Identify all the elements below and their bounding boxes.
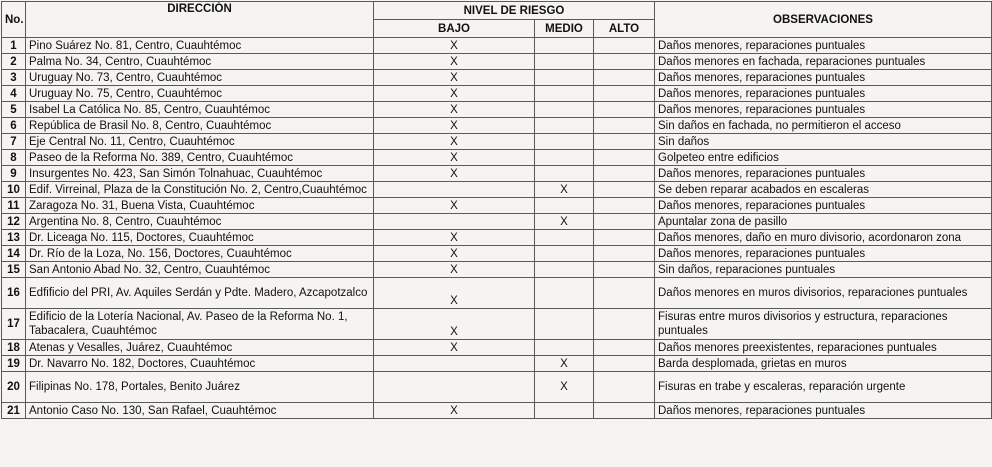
table-row xyxy=(2,246,992,262)
observation-cell: Daños menores, reparaciones puntuales xyxy=(655,70,992,86)
table-row xyxy=(2,182,992,198)
risk-medio-cell xyxy=(535,86,594,102)
risk-table xyxy=(1,1,992,419)
address-cell: Edificio de la Lotería Nacional, Av. Paseo de la Reforma No. 1, Tabacalera, Cuauhtémoc xyxy=(26,309,374,340)
risk-medio-cell xyxy=(535,278,594,309)
address-cell: Argentina No. 8, Centro, Cuauhtémoc xyxy=(26,214,374,230)
risk-bajo-cell: X xyxy=(374,403,535,419)
observation-cell: Sin daños en fachada, no permitieron el acceso xyxy=(655,118,992,134)
row-number: 5 xyxy=(2,102,26,118)
address-cell: Paseo de la Reforma No. 389, Centro, Cuauhtémoc xyxy=(26,150,374,166)
risk-medio-cell xyxy=(535,102,594,118)
address-cell: Filipinas No. 178, Portales, Benito Juárez xyxy=(26,372,374,403)
header-bajo: BAJO xyxy=(374,20,535,38)
address-cell: Edif. Virreinal, Plaza de la Constitución No. 2, Centro,Cuauhtémoc xyxy=(26,182,374,198)
address-cell: Eje Central No. 11, Centro, Cuauhtémoc xyxy=(26,134,374,150)
table-row xyxy=(2,166,992,182)
address-cell: Antonio Caso No. 130, San Rafael, Cuauhtémoc xyxy=(26,403,374,419)
header-observaciones: OBSERVACIONES xyxy=(655,2,992,38)
risk-medio-cell: X xyxy=(535,182,594,198)
risk-bajo-cell: X xyxy=(374,309,535,340)
observation-cell: Daños menores en muros divisorios, reparaciones puntuales xyxy=(655,278,992,309)
table-row xyxy=(2,54,992,70)
table-row xyxy=(2,38,992,54)
risk-bajo-cell: X xyxy=(374,198,535,214)
risk-bajo-cell xyxy=(374,372,535,403)
risk-alto-cell xyxy=(594,309,655,340)
observation-cell: Daños menores, reparaciones puntuales xyxy=(655,38,992,54)
risk-alto-cell xyxy=(594,340,655,356)
risk-alto-cell xyxy=(594,356,655,372)
row-number: 9 xyxy=(2,166,26,182)
address-cell: Isabel La Católica No. 85, Centro, Cuauhtémoc xyxy=(26,102,374,118)
table-row xyxy=(2,198,992,214)
address-cell: Palma No. 34, Centro, Cuauhtémoc xyxy=(26,54,374,70)
row-number: 1 xyxy=(2,38,26,54)
table-body xyxy=(2,38,992,419)
risk-alto-cell xyxy=(594,214,655,230)
row-number: 4 xyxy=(2,86,26,102)
observation-cell: Daños menores en fachada, reparaciones puntuales xyxy=(655,54,992,70)
risk-medio-cell: X xyxy=(535,356,594,372)
risk-medio-cell xyxy=(535,246,594,262)
risk-alto-cell xyxy=(594,166,655,182)
risk-bajo-cell: X xyxy=(374,70,535,86)
risk-bajo-cell: X xyxy=(374,134,535,150)
row-number: 16 xyxy=(2,278,26,309)
row-number: 7 xyxy=(2,134,26,150)
risk-bajo-cell: X xyxy=(374,38,535,54)
risk-bajo-cell: X xyxy=(374,150,535,166)
risk-alto-cell xyxy=(594,246,655,262)
observation-cell: Daños menores preexistentes, reparaciones puntuales xyxy=(655,340,992,356)
address-cell: San Antonio Abad No. 32, Centro, Cuauhtémoc xyxy=(26,262,374,278)
row-number: 20 xyxy=(2,372,26,403)
table-row xyxy=(2,70,992,86)
observation-cell: Daños menores, reparaciones puntuales xyxy=(655,403,992,419)
header-no: No. xyxy=(2,2,26,38)
row-number: 8 xyxy=(2,150,26,166)
risk-bajo-cell: X xyxy=(374,230,535,246)
risk-alto-cell xyxy=(594,134,655,150)
risk-bajo-cell xyxy=(374,182,535,198)
risk-bajo-cell: X xyxy=(374,118,535,134)
risk-bajo-cell xyxy=(374,356,535,372)
risk-bajo-cell: X xyxy=(374,278,535,309)
address-cell: Insurgentes No. 423, San Simón Tolnahuac, Cuauhtémoc xyxy=(26,166,374,182)
risk-medio-cell xyxy=(535,262,594,278)
table-row xyxy=(2,309,992,340)
table-row xyxy=(2,262,992,278)
risk-medio-cell xyxy=(535,70,594,86)
row-number: 14 xyxy=(2,246,26,262)
row-number: 15 xyxy=(2,262,26,278)
row-number: 18 xyxy=(2,340,26,356)
risk-medio-cell xyxy=(535,166,594,182)
observation-cell: Daños menores, reparaciones puntuales xyxy=(655,198,992,214)
table-row xyxy=(2,372,992,403)
observation-cell: Apuntalar zona de pasillo xyxy=(655,214,992,230)
risk-medio-cell xyxy=(535,38,594,54)
address-cell: Atenas y Vesalles, Juárez, Cuauhtémoc xyxy=(26,340,374,356)
risk-alto-cell xyxy=(594,262,655,278)
risk-bajo-cell: X xyxy=(374,54,535,70)
table-row xyxy=(2,150,992,166)
table-row xyxy=(2,403,992,419)
table-row xyxy=(2,278,992,309)
risk-medio-cell xyxy=(535,118,594,134)
row-number: 21 xyxy=(2,403,26,419)
address-cell: Zaragoza No. 31, Buena Vista, Cuauhtémoc xyxy=(26,198,374,214)
row-number: 6 xyxy=(2,118,26,134)
table-row xyxy=(2,86,992,102)
row-number: 10 xyxy=(2,182,26,198)
risk-alto-cell xyxy=(594,230,655,246)
risk-bajo-cell: X xyxy=(374,102,535,118)
header-alto: ALTO xyxy=(594,20,655,38)
risk-bajo-cell: X xyxy=(374,166,535,182)
table-row xyxy=(2,356,992,372)
observation-cell: Daños menores, daño en muro divisorio, acordonaron zona xyxy=(655,230,992,246)
address-cell: Uruguay No. 75, Centro, Cuauhtémoc xyxy=(26,86,374,102)
table-row xyxy=(2,118,992,134)
observation-cell: Daños menores, reparaciones puntuales xyxy=(655,102,992,118)
observation-cell: Daños menores, reparaciones puntuales xyxy=(655,246,992,262)
row-number: 12 xyxy=(2,214,26,230)
risk-alto-cell xyxy=(594,38,655,54)
observation-cell: Daños menores, reparaciones puntuales xyxy=(655,86,992,102)
observation-cell: Fisuras en trabe y escaleras, reparación urgente xyxy=(655,372,992,403)
header-medio: MEDIO xyxy=(535,20,594,38)
risk-medio-cell: X xyxy=(535,214,594,230)
risk-medio-cell xyxy=(535,54,594,70)
risk-medio-cell: X xyxy=(535,372,594,403)
table-row xyxy=(2,230,992,246)
address-cell: Pino Suárez No. 81, Centro, Cuauhtémoc xyxy=(26,38,374,54)
header-direccion: DIRECCIÓN xyxy=(26,2,374,38)
observation-cell: Daños menores, reparaciones puntuales xyxy=(655,166,992,182)
risk-alto-cell xyxy=(594,403,655,419)
address-cell: Uruguay No. 73, Centro, Cuauhtémoc xyxy=(26,70,374,86)
observation-cell: Sin daños, reparaciones puntuales xyxy=(655,262,992,278)
risk-bajo-cell: X xyxy=(374,262,535,278)
risk-alto-cell xyxy=(594,54,655,70)
address-cell: Edfificio del PRI, Av. Aquiles Serdán y Pdte. Madero, Azcapotzalco xyxy=(26,278,374,309)
address-cell: Dr. Río de la Loza, No. 156, Doctores, Cuauhtémoc xyxy=(26,246,374,262)
observation-cell: Sin daños xyxy=(655,134,992,150)
risk-medio-cell xyxy=(535,309,594,340)
risk-alto-cell xyxy=(594,118,655,134)
table-row xyxy=(2,340,992,356)
risk-alto-cell xyxy=(594,278,655,309)
observation-cell: Fisuras entre muros divisorios y estructura, reparaciones puntuales xyxy=(655,309,992,340)
risk-medio-cell xyxy=(535,340,594,356)
risk-bajo-cell: X xyxy=(374,246,535,262)
risk-medio-cell xyxy=(535,230,594,246)
row-number: 17 xyxy=(2,309,26,340)
table-row xyxy=(2,134,992,150)
risk-alto-cell xyxy=(594,198,655,214)
risk-alto-cell xyxy=(594,182,655,198)
risk-medio-cell xyxy=(535,150,594,166)
risk-bajo-cell: X xyxy=(374,340,535,356)
risk-bajo-cell: X xyxy=(374,86,535,102)
risk-alto-cell xyxy=(594,372,655,403)
risk-alto-cell xyxy=(594,102,655,118)
risk-alto-cell xyxy=(594,150,655,166)
header-nivel-riesgo: NIVEL DE RIESGO xyxy=(374,2,655,20)
address-cell: Dr. Liceaga No. 115, Doctores, Cuauhtémoc xyxy=(26,230,374,246)
table-row xyxy=(2,102,992,118)
risk-alto-cell xyxy=(594,86,655,102)
observation-cell: Barda desplomada, grietas en muros xyxy=(655,356,992,372)
risk-medio-cell xyxy=(535,134,594,150)
table-row xyxy=(2,214,992,230)
row-number: 2 xyxy=(2,54,26,70)
row-number: 13 xyxy=(2,230,26,246)
address-cell: Dr. Navarro No. 182, Doctores, Cuauhtémoc xyxy=(26,356,374,372)
risk-medio-cell xyxy=(535,403,594,419)
risk-medio-cell xyxy=(535,198,594,214)
address-cell: República de Brasil No. 8, Centro, Cuauhtémoc xyxy=(26,118,374,134)
observation-cell: Golpeteo entre edificios xyxy=(655,150,992,166)
risk-bajo-cell xyxy=(374,214,535,230)
header-row-top xyxy=(2,2,992,20)
observation-cell: Se deben reparar acabados en escaleras xyxy=(655,182,992,198)
row-number: 11 xyxy=(2,198,26,214)
risk-alto-cell xyxy=(594,70,655,86)
row-number: 19 xyxy=(2,356,26,372)
row-number: 3 xyxy=(2,70,26,86)
